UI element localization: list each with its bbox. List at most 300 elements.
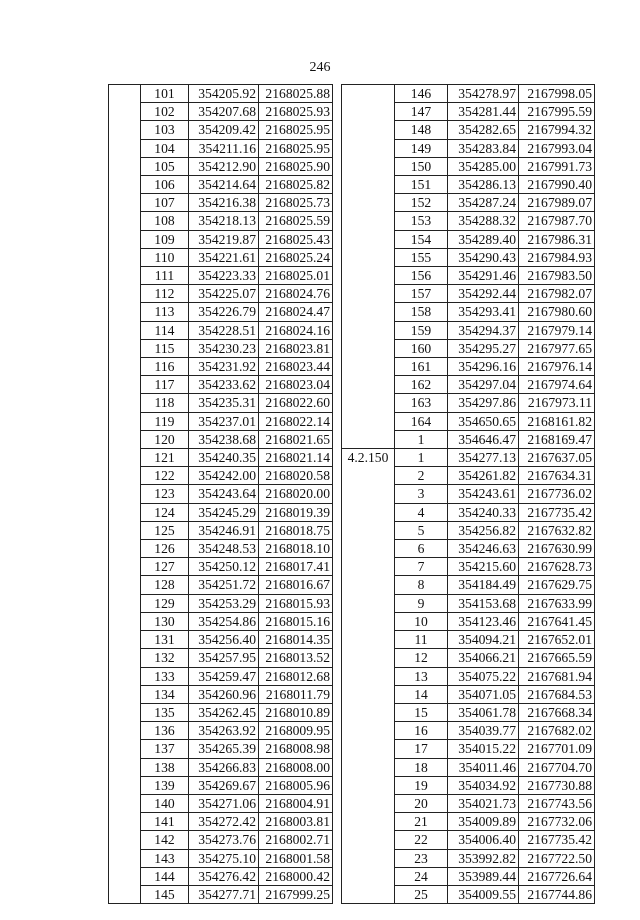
table-row bbox=[342, 103, 595, 121]
table-row bbox=[342, 758, 595, 776]
y-coordinate-cell: 2167980.60 bbox=[519, 303, 595, 321]
table-row bbox=[342, 794, 595, 812]
plot-number-cell bbox=[342, 139, 395, 157]
plot-number-cell bbox=[109, 339, 141, 357]
y-coordinate-cell: 2168016.67 bbox=[259, 576, 333, 594]
y-coordinate-cell: 2168014.35 bbox=[259, 631, 333, 649]
plot-number-cell bbox=[109, 248, 141, 266]
plot-number-cell bbox=[342, 376, 395, 394]
table-row bbox=[109, 139, 333, 157]
y-coordinate-cell: 2167735.42 bbox=[519, 831, 595, 849]
y-coordinate-cell: 2167668.34 bbox=[519, 703, 595, 721]
x-coordinate-cell: 354009.55 bbox=[448, 885, 519, 903]
y-coordinate-cell: 2168022.60 bbox=[259, 394, 333, 412]
table-row bbox=[109, 867, 333, 885]
point-number-cell: 20 bbox=[395, 794, 448, 812]
x-coordinate-cell: 354243.61 bbox=[448, 485, 519, 503]
x-coordinate-cell: 354288.32 bbox=[448, 212, 519, 230]
plot-number-cell bbox=[342, 558, 395, 576]
y-coordinate-cell: 2167682.02 bbox=[519, 722, 595, 740]
table-row bbox=[342, 612, 595, 630]
point-number-cell: 105 bbox=[141, 157, 189, 175]
point-number-cell: 132 bbox=[141, 649, 189, 667]
plot-number-cell bbox=[342, 339, 395, 357]
x-coordinate-cell: 354278.97 bbox=[448, 85, 519, 103]
table-row bbox=[109, 885, 333, 903]
table-row bbox=[342, 503, 595, 521]
plot-number-cell bbox=[342, 540, 395, 558]
table-row bbox=[342, 358, 595, 376]
point-number-cell: 18 bbox=[395, 758, 448, 776]
plot-number-cell bbox=[109, 212, 141, 230]
plot-number-cell bbox=[342, 321, 395, 339]
table-row bbox=[342, 703, 595, 721]
y-coordinate-cell: 2167684.53 bbox=[519, 685, 595, 703]
x-coordinate-cell: 354295.27 bbox=[448, 339, 519, 357]
y-coordinate-cell: 2168025.88 bbox=[259, 85, 333, 103]
plot-number-cell bbox=[342, 576, 395, 594]
plot-number-cell bbox=[109, 813, 141, 831]
point-number-cell: 134 bbox=[141, 685, 189, 703]
y-coordinate-cell: 2167976.14 bbox=[519, 358, 595, 376]
x-coordinate-cell: 354291.46 bbox=[448, 267, 519, 285]
y-coordinate-cell: 2168015.16 bbox=[259, 612, 333, 630]
table-row bbox=[109, 740, 333, 758]
y-coordinate-cell: 2168025.90 bbox=[259, 157, 333, 175]
table-row bbox=[342, 467, 595, 485]
table-row bbox=[109, 157, 333, 175]
table-row bbox=[342, 594, 595, 612]
table-row bbox=[109, 540, 333, 558]
plot-number-cell bbox=[109, 194, 141, 212]
plot-number-cell bbox=[342, 649, 395, 667]
point-number-cell: 120 bbox=[141, 430, 189, 448]
y-coordinate-cell: 2168008.00 bbox=[259, 758, 333, 776]
point-number-cell: 155 bbox=[395, 248, 448, 266]
x-coordinate-cell: 354292.44 bbox=[448, 285, 519, 303]
y-coordinate-cell: 2167979.14 bbox=[519, 321, 595, 339]
table-row bbox=[109, 685, 333, 703]
y-coordinate-cell: 2168009.95 bbox=[259, 722, 333, 740]
x-coordinate-cell: 354271.06 bbox=[189, 794, 259, 812]
plot-number-cell bbox=[342, 867, 395, 885]
table-row bbox=[109, 776, 333, 794]
table-row bbox=[109, 430, 333, 448]
plot-number-cell bbox=[342, 885, 395, 903]
x-coordinate-cell: 354235.31 bbox=[189, 394, 259, 412]
plot-number-cell bbox=[342, 194, 395, 212]
plot-number-cell bbox=[109, 139, 141, 157]
point-number-cell: 101 bbox=[141, 85, 189, 103]
y-coordinate-cell: 2168025.59 bbox=[259, 212, 333, 230]
point-number-cell: 133 bbox=[141, 667, 189, 685]
point-number-cell: 128 bbox=[141, 576, 189, 594]
point-number-cell: 6 bbox=[395, 540, 448, 558]
x-coordinate-cell: 354226.79 bbox=[189, 303, 259, 321]
plot-number-cell bbox=[342, 121, 395, 139]
plot-number-cell bbox=[109, 540, 141, 558]
y-coordinate-cell: 2168005.96 bbox=[259, 776, 333, 794]
table-row bbox=[109, 612, 333, 630]
table-row bbox=[109, 121, 333, 139]
plot-number-cell bbox=[342, 485, 395, 503]
plot-number-cell bbox=[342, 831, 395, 849]
x-coordinate-cell: 354283.84 bbox=[448, 139, 519, 157]
point-number-cell: 1 bbox=[395, 430, 448, 448]
plot-number-cell bbox=[109, 485, 141, 503]
point-number-cell: 10 bbox=[395, 612, 448, 630]
y-coordinate-cell: 2168023.04 bbox=[259, 376, 333, 394]
point-number-cell: 19 bbox=[395, 776, 448, 794]
plot-number-cell bbox=[109, 740, 141, 758]
x-coordinate-cell: 353989.44 bbox=[448, 867, 519, 885]
y-coordinate-cell: 2167722.50 bbox=[519, 849, 595, 867]
table-row bbox=[342, 339, 595, 357]
x-coordinate-cell: 354094.21 bbox=[448, 631, 519, 649]
y-coordinate-cell: 2167989.07 bbox=[519, 194, 595, 212]
y-coordinate-cell: 2168021.14 bbox=[259, 449, 333, 467]
y-coordinate-cell: 2167999.25 bbox=[259, 885, 333, 903]
plot-number-cell bbox=[342, 176, 395, 194]
y-coordinate-cell: 2168025.93 bbox=[259, 103, 333, 121]
y-coordinate-cell: 2167633.99 bbox=[519, 594, 595, 612]
point-number-cell: 127 bbox=[141, 558, 189, 576]
x-coordinate-cell: 354212.90 bbox=[189, 157, 259, 175]
y-coordinate-cell: 2167982.07 bbox=[519, 285, 595, 303]
point-number-cell: 8 bbox=[395, 576, 448, 594]
point-number-cell: 137 bbox=[141, 740, 189, 758]
table-row bbox=[109, 321, 333, 339]
x-coordinate-cell: 354269.67 bbox=[189, 776, 259, 794]
plot-number-cell bbox=[109, 430, 141, 448]
table-row bbox=[342, 394, 595, 412]
plot-number-cell bbox=[109, 576, 141, 594]
x-coordinate-cell: 354209.42 bbox=[189, 121, 259, 139]
plot-number-cell bbox=[342, 794, 395, 812]
x-coordinate-cell: 354266.83 bbox=[189, 758, 259, 776]
point-number-cell: 15 bbox=[395, 703, 448, 721]
table-row bbox=[342, 321, 595, 339]
x-coordinate-cell: 354256.40 bbox=[189, 631, 259, 649]
table-row bbox=[342, 230, 595, 248]
y-coordinate-cell: 2168024.16 bbox=[259, 321, 333, 339]
x-coordinate-cell: 354240.35 bbox=[189, 449, 259, 467]
x-coordinate-cell: 354015.22 bbox=[448, 740, 519, 758]
x-coordinate-cell: 354233.62 bbox=[189, 376, 259, 394]
table-row bbox=[109, 503, 333, 521]
table-row bbox=[342, 849, 595, 867]
x-coordinate-cell: 354034.92 bbox=[448, 776, 519, 794]
point-number-cell: 153 bbox=[395, 212, 448, 230]
plot-number-cell bbox=[342, 358, 395, 376]
x-coordinate-cell: 354250.12 bbox=[189, 558, 259, 576]
y-coordinate-cell: 2168013.52 bbox=[259, 649, 333, 667]
y-coordinate-cell: 2167726.64 bbox=[519, 867, 595, 885]
y-coordinate-cell: 2168169.47 bbox=[519, 430, 595, 448]
x-coordinate-cell: 354276.42 bbox=[189, 867, 259, 885]
x-coordinate-cell: 354259.47 bbox=[189, 667, 259, 685]
plot-number-cell bbox=[342, 267, 395, 285]
plot-number-cell bbox=[109, 667, 141, 685]
x-coordinate-cell: 354260.96 bbox=[189, 685, 259, 703]
coordinates-table-right bbox=[341, 84, 595, 904]
table-row bbox=[109, 667, 333, 685]
table-row bbox=[109, 285, 333, 303]
table-row bbox=[109, 794, 333, 812]
plot-number-cell bbox=[342, 813, 395, 831]
x-coordinate-cell: 354242.00 bbox=[189, 467, 259, 485]
y-coordinate-cell: 2167983.50 bbox=[519, 267, 595, 285]
x-coordinate-cell: 354184.49 bbox=[448, 576, 519, 594]
table-row bbox=[342, 248, 595, 266]
point-number-cell: 3 bbox=[395, 485, 448, 503]
x-coordinate-cell: 354223.33 bbox=[189, 267, 259, 285]
x-coordinate-cell: 354262.45 bbox=[189, 703, 259, 721]
y-coordinate-cell: 2167665.59 bbox=[519, 649, 595, 667]
point-number-cell: 144 bbox=[141, 867, 189, 885]
table-row bbox=[109, 339, 333, 357]
point-number-cell: 13 bbox=[395, 667, 448, 685]
y-coordinate-cell: 2168018.75 bbox=[259, 521, 333, 539]
table-row bbox=[109, 831, 333, 849]
point-number-cell: 114 bbox=[141, 321, 189, 339]
point-number-cell: 161 bbox=[395, 358, 448, 376]
point-number-cell: 116 bbox=[141, 358, 189, 376]
plot-number-cell bbox=[342, 230, 395, 248]
point-number-cell: 107 bbox=[141, 194, 189, 212]
x-coordinate-cell: 354071.05 bbox=[448, 685, 519, 703]
x-coordinate-cell: 354293.41 bbox=[448, 303, 519, 321]
plot-number-cell bbox=[109, 685, 141, 703]
table-row bbox=[342, 540, 595, 558]
y-coordinate-cell: 2167993.04 bbox=[519, 139, 595, 157]
x-coordinate-cell: 354277.71 bbox=[189, 885, 259, 903]
x-coordinate-cell: 354281.44 bbox=[448, 103, 519, 121]
y-coordinate-cell: 2167736.02 bbox=[519, 485, 595, 503]
y-coordinate-cell: 2167641.45 bbox=[519, 612, 595, 630]
table-row bbox=[342, 776, 595, 794]
x-coordinate-cell: 354297.86 bbox=[448, 394, 519, 412]
point-number-cell: 115 bbox=[141, 339, 189, 357]
point-number-cell: 143 bbox=[141, 849, 189, 867]
x-coordinate-cell: 354265.39 bbox=[189, 740, 259, 758]
table-row bbox=[109, 649, 333, 667]
x-coordinate-cell: 354219.87 bbox=[189, 230, 259, 248]
x-coordinate-cell: 353992.82 bbox=[448, 849, 519, 867]
table-row bbox=[342, 85, 595, 103]
point-number-cell: 9 bbox=[395, 594, 448, 612]
point-number-cell: 111 bbox=[141, 267, 189, 285]
point-number-cell: 112 bbox=[141, 285, 189, 303]
table-row bbox=[109, 449, 333, 467]
x-coordinate-cell: 354061.78 bbox=[448, 703, 519, 721]
table-row bbox=[109, 813, 333, 831]
table-row bbox=[109, 467, 333, 485]
point-number-cell: 151 bbox=[395, 176, 448, 194]
point-number-cell: 117 bbox=[141, 376, 189, 394]
point-number-cell: 129 bbox=[141, 594, 189, 612]
x-coordinate-cell: 354650.65 bbox=[448, 412, 519, 430]
plot-number-cell bbox=[109, 449, 141, 467]
plot-number-cell bbox=[109, 157, 141, 175]
y-coordinate-cell: 2168001.58 bbox=[259, 849, 333, 867]
table-row bbox=[109, 521, 333, 539]
table-row bbox=[109, 85, 333, 103]
plot-number-cell bbox=[342, 631, 395, 649]
x-coordinate-cell: 354646.47 bbox=[448, 430, 519, 448]
x-coordinate-cell: 354228.51 bbox=[189, 321, 259, 339]
point-number-cell: 158 bbox=[395, 303, 448, 321]
x-coordinate-cell: 354214.64 bbox=[189, 176, 259, 194]
page-number: 246 bbox=[309, 60, 331, 75]
point-number-cell: 17 bbox=[395, 740, 448, 758]
point-number-cell: 148 bbox=[395, 121, 448, 139]
table-row bbox=[109, 485, 333, 503]
coordinates-table-left bbox=[108, 84, 333, 904]
table-row bbox=[109, 376, 333, 394]
table-row bbox=[342, 885, 595, 903]
point-number-cell: 159 bbox=[395, 321, 448, 339]
point-number-cell: 131 bbox=[141, 631, 189, 649]
table-row bbox=[342, 813, 595, 831]
y-coordinate-cell: 2168003.81 bbox=[259, 813, 333, 831]
table-row bbox=[109, 267, 333, 285]
plot-number-cell bbox=[109, 394, 141, 412]
plot-number-cell bbox=[109, 467, 141, 485]
point-number-cell: 123 bbox=[141, 485, 189, 503]
y-coordinate-cell: 2167995.59 bbox=[519, 103, 595, 121]
x-coordinate-cell: 354238.68 bbox=[189, 430, 259, 448]
point-number-cell: 23 bbox=[395, 849, 448, 867]
plot-number-cell bbox=[109, 303, 141, 321]
point-number-cell: 135 bbox=[141, 703, 189, 721]
point-number-cell: 12 bbox=[395, 649, 448, 667]
x-coordinate-cell: 354248.53 bbox=[189, 540, 259, 558]
table-row bbox=[342, 285, 595, 303]
plot-number-cell bbox=[109, 776, 141, 794]
y-coordinate-cell: 2168024.76 bbox=[259, 285, 333, 303]
x-coordinate-cell: 354225.07 bbox=[189, 285, 259, 303]
y-coordinate-cell: 2167994.32 bbox=[519, 121, 595, 139]
y-coordinate-cell: 2168020.00 bbox=[259, 485, 333, 503]
point-number-cell: 122 bbox=[141, 467, 189, 485]
plot-number-cell bbox=[342, 612, 395, 630]
table-row bbox=[342, 631, 595, 649]
x-coordinate-cell: 354246.63 bbox=[448, 540, 519, 558]
plot-number-cell bbox=[109, 867, 141, 885]
point-number-cell: 4 bbox=[395, 503, 448, 521]
y-coordinate-cell: 2168000.42 bbox=[259, 867, 333, 885]
plot-number-cell bbox=[109, 321, 141, 339]
x-coordinate-cell: 354207.68 bbox=[189, 103, 259, 121]
plot-number-cell bbox=[109, 358, 141, 376]
y-coordinate-cell: 2167977.65 bbox=[519, 339, 595, 357]
plot-number-cell bbox=[109, 103, 141, 121]
plot-number-cell bbox=[109, 376, 141, 394]
y-coordinate-cell: 2168010.89 bbox=[259, 703, 333, 721]
y-coordinate-cell: 2167998.05 bbox=[519, 85, 595, 103]
plot-number-cell bbox=[342, 521, 395, 539]
y-coordinate-cell: 2168004.91 bbox=[259, 794, 333, 812]
plot-number-cell bbox=[109, 722, 141, 740]
y-coordinate-cell: 2168025.43 bbox=[259, 230, 333, 248]
table-row bbox=[342, 521, 595, 539]
table-row bbox=[109, 358, 333, 376]
x-coordinate-cell: 354021.73 bbox=[448, 794, 519, 812]
y-coordinate-cell: 2167634.31 bbox=[519, 467, 595, 485]
x-coordinate-cell: 354211.16 bbox=[189, 139, 259, 157]
point-number-cell: 160 bbox=[395, 339, 448, 357]
x-coordinate-cell: 354039.77 bbox=[448, 722, 519, 740]
point-number-cell: 124 bbox=[141, 503, 189, 521]
plot-number-cell bbox=[342, 703, 395, 721]
y-coordinate-cell: 2167637.05 bbox=[519, 449, 595, 467]
x-coordinate-cell: 354286.13 bbox=[448, 176, 519, 194]
x-coordinate-cell: 354261.82 bbox=[448, 467, 519, 485]
point-number-cell: 119 bbox=[141, 412, 189, 430]
x-coordinate-cell: 354297.04 bbox=[448, 376, 519, 394]
plot-number-cell bbox=[342, 594, 395, 612]
table-row bbox=[342, 649, 595, 667]
plot-number-cell bbox=[109, 831, 141, 849]
x-coordinate-cell: 354011.46 bbox=[448, 758, 519, 776]
y-coordinate-cell: 2167735.42 bbox=[519, 503, 595, 521]
point-number-cell: 163 bbox=[395, 394, 448, 412]
table-row bbox=[109, 703, 333, 721]
x-coordinate-cell: 354277.13 bbox=[448, 449, 519, 467]
point-number-cell: 154 bbox=[395, 230, 448, 248]
point-number-cell: 164 bbox=[395, 412, 448, 430]
x-coordinate-cell: 354240.33 bbox=[448, 503, 519, 521]
plot-number-cell bbox=[342, 503, 395, 521]
plot-number-cell bbox=[109, 703, 141, 721]
y-coordinate-cell: 2168025.01 bbox=[259, 267, 333, 285]
plot-number-cell bbox=[342, 430, 395, 448]
plot-number-cell bbox=[342, 85, 395, 103]
plot-number-cell bbox=[109, 412, 141, 430]
table-row bbox=[342, 412, 595, 430]
point-number-cell: 108 bbox=[141, 212, 189, 230]
point-number-cell: 22 bbox=[395, 831, 448, 849]
x-coordinate-cell: 354296.16 bbox=[448, 358, 519, 376]
plot-number-cell bbox=[109, 612, 141, 630]
x-coordinate-cell: 354246.91 bbox=[189, 521, 259, 539]
y-coordinate-cell: 2168002.71 bbox=[259, 831, 333, 849]
table-row bbox=[342, 121, 595, 139]
x-coordinate-cell: 354263.92 bbox=[189, 722, 259, 740]
point-number-cell: 121 bbox=[141, 449, 189, 467]
x-coordinate-cell: 354245.29 bbox=[189, 503, 259, 521]
y-coordinate-cell: 2168017.41 bbox=[259, 558, 333, 576]
x-coordinate-cell: 354294.37 bbox=[448, 321, 519, 339]
y-coordinate-cell: 2168022.14 bbox=[259, 412, 333, 430]
x-coordinate-cell: 354272.42 bbox=[189, 813, 259, 831]
y-coordinate-cell: 2168024.47 bbox=[259, 303, 333, 321]
y-coordinate-cell: 2167652.01 bbox=[519, 631, 595, 649]
x-coordinate-cell: 354218.13 bbox=[189, 212, 259, 230]
x-coordinate-cell: 354273.76 bbox=[189, 831, 259, 849]
y-coordinate-cell: 2167630.99 bbox=[519, 540, 595, 558]
x-coordinate-cell: 354075.22 bbox=[448, 667, 519, 685]
point-number-cell: 145 bbox=[141, 885, 189, 903]
point-number-cell: 146 bbox=[395, 85, 448, 103]
plot-number-cell bbox=[109, 176, 141, 194]
x-coordinate-cell: 354066.21 bbox=[448, 649, 519, 667]
x-coordinate-cell: 354221.61 bbox=[189, 248, 259, 266]
plot-number-cell bbox=[109, 849, 141, 867]
y-coordinate-cell: 2168018.10 bbox=[259, 540, 333, 558]
y-coordinate-cell: 2168025.73 bbox=[259, 194, 333, 212]
